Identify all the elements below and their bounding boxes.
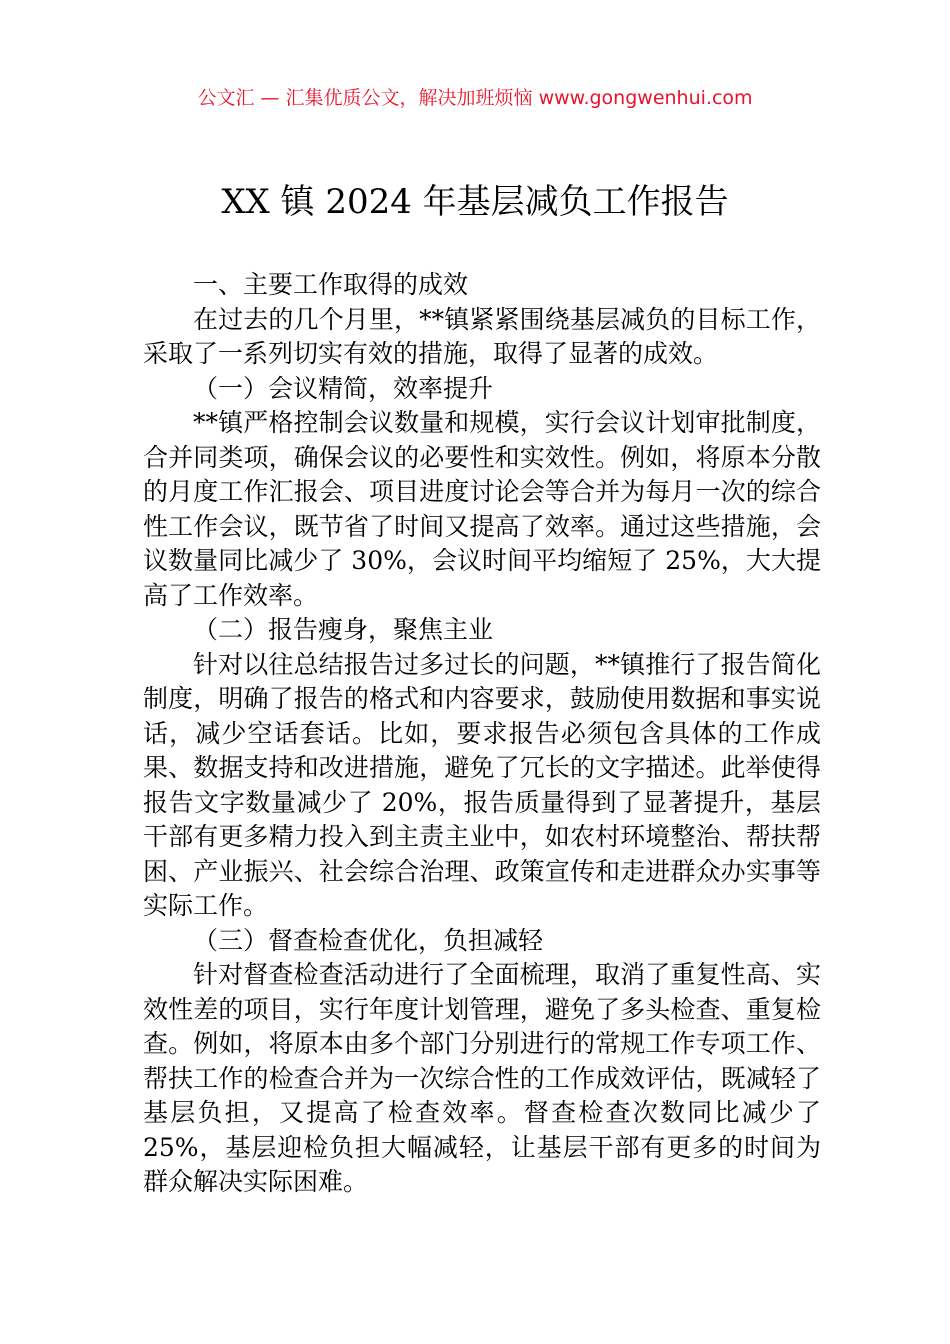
- subsection-heading: （二）报告瘦身，聚焦主业: [193, 615, 494, 644]
- body-paragraph: **镇严格控制会议数量和规模，实行会议计划审批制度，合并同类项，确保会议的必要性和实效性。例如，将原本分散的月度工作汇报会、项目进度讨论会等合并为每月一次的综合性工作会议，既节省了时间又提高了效率。通过这些措施，会议数量同比减少了 30%，会议时间平均缩短了 25%，大大提高了工作效率。: [143, 408, 821, 610]
- document-title: XX 镇 2024 年基层减负工作报告: [221, 182, 729, 222]
- header-banner: 公文汇 — 汇集优质公文，解决加班烦恼 www.gongwenhui.com: [197, 87, 753, 109]
- subsection-heading: （三）督查检查优化，负担减轻: [193, 925, 544, 955]
- document-body: [143, 268, 821, 1200]
- section-heading: 一、主要工作取得的成效: [193, 270, 469, 299]
- body-paragraph: 针对以往总结报告过多过长的问题，**镇推行了报告简化制度，明确了报告的格式和内容要求，鼓励使用数据和事实说话，减少空话套话。比如，要求报告必须包含具体的工作成果、数据支持和改进措施，避免了冗长的文字描述。此举使得报告文字数量减少了 20%，报告质量得到了显著提升，基层干部有更多精力投入到主责主业中，如农村环境整治、帮扶帮困、产业振兴、社会综合治理、政策宣传和走进群众办实事等实际工作。: [143, 649, 821, 920]
- subsection-heading: （一）会议精简，效率提升: [193, 373, 494, 403]
- body-paragraph: 针对督查检查活动进行了全面梳理，取消了重复性高、实效性差的项目，实行年度计划管理，避免了多头检查、重复检查。例如，将原本由多个部门分别进行的常规工作专项工作、帮扶工作的检查合并为一次综合性的工作成效评估，既减轻了基层负担，又提高了检查效率。督查检查次数同比减少了 25%，基层迎检负担大幅减轻，让基层干部有更多的时间为群众解决实际困难。: [143, 960, 821, 1196]
- body-paragraph: 在过去的几个月里，**镇紧紧围绕基层减负的目标工作，采取了一系列切实有效的措施，取得了显著的成效。: [143, 304, 821, 368]
